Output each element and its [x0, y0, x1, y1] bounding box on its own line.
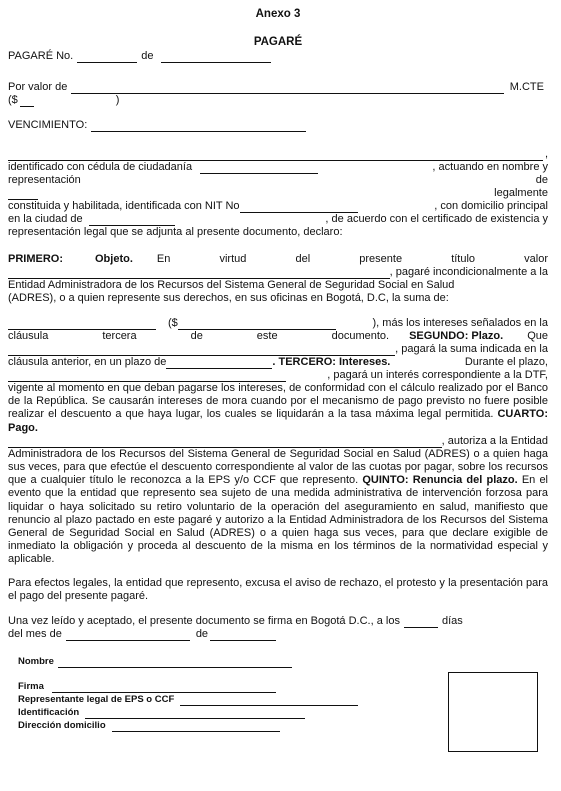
city-field[interactable] [89, 214, 175, 226]
tercero-lead: Durante el plazo, [464, 356, 548, 368]
id-line-4 [8, 200, 548, 213]
suma-number-field[interactable] [178, 318, 336, 330]
primero-line-3 [8, 279, 548, 292]
quinto-rest: En el evento que la entidad que represento sea sujeto de una medida administrativa de intervención forzosa para liquidar o haya solicitado su retiro voluntario de la operación del aseguramiento en salud, manifiesto que renuncio al plazo pactado en este pagaré y autorizo a la Entidad Administradora de los Recursos del Sistema General de Seguridad Social en Salud (ADRES) o a quien haga sus veces, para que declare exigible de inmediato la obligación y proceda al descuento de la misma en los términos de la normatividad especial y aplicable. [8, 474, 549, 566]
segundo-text-3: cláusula anterior, en un plazo de [8, 356, 167, 368]
nombre-field[interactable] [58, 656, 292, 668]
suma-line [8, 317, 548, 330]
id-line-1-text: identificado con cédula de ciudadanía [8, 161, 193, 173]
document-title: PAGARÉ [253, 36, 303, 48]
id-line-6 [8, 226, 548, 239]
id-line-2-end: de [535, 174, 548, 186]
segundo-que: Que [527, 330, 548, 342]
cuarto-entity-field[interactable] [8, 436, 442, 448]
tercero-rest: vigente al momento en que deban pagarse los intereses, de conformidad con el cálculo realizado por el Banco de la República. Se causarán intereses de mora cuando por el mecanismo de pago previsto no fuere posible realizar el descuento a que haya lugar, los cuales se liquidarán a la tasa máxima legal permitida. [8, 382, 548, 421]
identificacion-field[interactable] [85, 707, 305, 719]
segundo-entity-field[interactable] [8, 344, 395, 356]
nombre-label: Nombre [18, 656, 54, 668]
valor-number-field[interactable] [20, 95, 34, 107]
cuarto-line-1 [8, 435, 548, 448]
primero-line-4 [8, 292, 548, 305]
quinto-heading: QUINTO: Renuncia del plazo. [362, 474, 518, 487]
anio-field[interactable] [210, 629, 276, 641]
vencimiento-label: VENCIMIENTO: [8, 119, 88, 131]
id-line-2 [8, 174, 548, 187]
name-comma: , [544, 148, 548, 160]
primero-heading: PRIMERO: [8, 253, 63, 265]
cuarto-heading: CUARTO: Pago. [8, 408, 548, 434]
firma-label: Firma [18, 681, 44, 693]
segundo-line-2 [8, 343, 548, 356]
cuarto-quinto-body [8, 448, 548, 567]
id-line-5 [8, 213, 548, 226]
id-line-1 [8, 161, 548, 174]
primero-text-4: (ADRES), o a quien represente sus derechos, en sus oficinas en Bogotá, D.C, la suma de: [8, 292, 449, 304]
objeto-heading: Objeto. [95, 253, 133, 265]
pagare-number-label: PAGARÉ No. [8, 50, 74, 62]
tercero-text-1: , pagará un interés correspondiente a la DTF, [327, 369, 548, 381]
id-line-1-end: , actuando en nombre y [432, 161, 548, 173]
plazo-field[interactable] [166, 357, 272, 369]
primero-text-3: Entidad Administradora de los Recursos del Sistema General de Seguridad Social en Salud [8, 279, 455, 291]
id-line-5-text: en la ciudad de [8, 213, 83, 225]
identificacion-label: Identificación [18, 707, 80, 719]
name-field[interactable] [8, 149, 543, 161]
cuarto-rest: Administradora de los Recursos del Sistema General de Seguridad Social en Salud (ADRES) o a quien haga sus veces, para que efectúe el descuento correspondiente al valor de las cuotas por pagar, sobre los recursos que a cualquier título le reconozca a la EPS y/o CCF que represento. [8, 447, 548, 487]
firma-text-c: del mes de [8, 628, 62, 641]
primero-text-1: En virtud del presente título valor [156, 253, 548, 265]
primero-entity-field[interactable] [8, 267, 390, 279]
mes-field[interactable] [66, 629, 190, 641]
segundo-line-3 [8, 356, 548, 369]
valor-paren-close: ) [115, 94, 120, 106]
segundo-text-2: , pagará la suma indicada en la [395, 343, 548, 355]
legal-paragraph: Para efectos legales, la entidad que represento, excusa el aviso de rechazo, el protesto y la presentación para el pago del presente pagaré. [8, 576, 548, 602]
suma-words-field[interactable] [8, 318, 156, 330]
annex-heading: Anexo 3 [255, 8, 301, 20]
name-line [8, 148, 548, 161]
segundo-line-1 [8, 330, 548, 343]
valor-paren-open: ($ [8, 94, 18, 106]
valor-number-line [8, 94, 548, 107]
cedula-field[interactable] [200, 162, 318, 174]
nombre-line [18, 655, 548, 668]
direccion-label: Dirección domicilio [18, 720, 106, 732]
direccion-field[interactable] [112, 720, 280, 732]
id-line-2-text: representación [8, 174, 81, 186]
pagare-date-field[interactable] [161, 51, 271, 63]
cuarto-text-1: , autoriza a la Entidad [441, 434, 548, 447]
vencimiento-line [8, 119, 548, 132]
mcte-label: M.CTE [509, 81, 544, 93]
tercero-line-1 [8, 369, 548, 382]
valor-line [8, 81, 548, 94]
primero-text-2: , pagaré incondicionalmente a la [389, 266, 548, 278]
id-line-3 [8, 187, 548, 200]
dias-field[interactable] [404, 616, 438, 628]
firma-field[interactable] [52, 681, 276, 693]
firma-text-a: Una vez leído y aceptado, el presente documento se firma en Bogotá D.C., a los [8, 615, 400, 628]
id-line-5-end: , de acuerdo con el certificado de existencia y [325, 213, 548, 225]
document-page [8, 8, 548, 732]
primero-line-2 [8, 266, 548, 279]
representante-label: Representante legal de EPS o CCF [18, 694, 175, 706]
segundo-heading: SEGUNDO: Plazo. [409, 330, 504, 342]
firma-text-line-2 [8, 628, 548, 641]
id-line-3-end: legalmente [494, 187, 548, 199]
fingerprint-box [448, 672, 538, 752]
tercero-entity-field[interactable] [8, 370, 286, 382]
pagare-number-line [8, 50, 548, 63]
pagare-de-label: de [141, 50, 154, 62]
valor-words-field[interactable] [71, 82, 503, 94]
firma-text-b: días [441, 615, 463, 628]
tercero-heading: . TERCERO: Intereses. [272, 356, 391, 368]
tercero-body [8, 382, 548, 435]
suma-line-end: ), más los intereses señalados en la [372, 317, 548, 329]
vencimiento-field[interactable] [91, 120, 306, 132]
representante-field[interactable] [180, 694, 358, 706]
firma-text-d: de [195, 628, 209, 641]
valor-label: Por valor de [8, 81, 68, 93]
primero-line-1 [8, 253, 548, 266]
entity-name-field[interactable] [8, 188, 38, 200]
suma-paren-open: ($ [168, 317, 178, 329]
firma-text-line-1 [8, 615, 548, 628]
id-line-4-end: , con domicilio principal [434, 200, 548, 212]
id-line-4-text: constituida y habilitada, identificada con NIT No [8, 200, 240, 212]
id-line-6-text: representación legal que se adjunta al presente documento, declaro: [8, 226, 343, 238]
pagare-number-field[interactable] [77, 51, 137, 63]
nit-field[interactable] [240, 201, 358, 213]
segundo-lead: cláusula tercera de este documento. [8, 330, 390, 342]
